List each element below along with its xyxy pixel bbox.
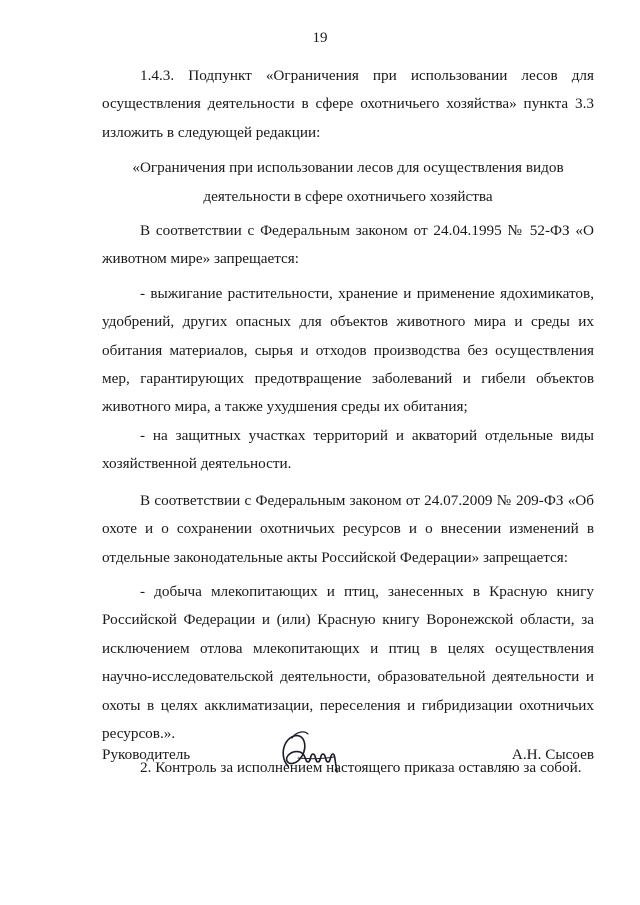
paragraph-animal-world-law: В соответствии с Федеральным законом от 24.04.1995 № 52-ФЗ «О животном мире» запрещается: bbox=[102, 222, 594, 268]
heading-line-1: «Ограничения при использовании лесов для осуществления видов bbox=[132, 159, 564, 177]
paragraph-hunting-law: В соответствии с Федеральным законом от 24.07.2009 № 209-ФЗ «Об охоте и о сохранении охотничьих ресурсов и о внесении изменений в отдельные законодательные акты Российской Федерации» запрещается: bbox=[102, 491, 594, 566]
signer-title: Руководитель bbox=[102, 746, 191, 763]
handwritten-signature bbox=[278, 728, 342, 774]
document-body bbox=[102, 62, 594, 783]
list-item-pesticides: - выжигание растительности, хранение и применение ядохимикатов, удобрений, других опасных для объектов животного мира и среды их обитания материалов, сырья и отходов производства без осуществления мер, гарантирующих предотвращение заболеваний и гибели объектов животного мира, а также ухудшения среды их обитания; bbox=[102, 284, 594, 416]
list-item-protective-areas: - на защитных участках территорий и акваторий отдельные виды хозяйственной деятельности. bbox=[102, 426, 594, 473]
paragraph-control: 2. Контроль за исполнением настоящего приказа оставляю за собой. bbox=[140, 759, 582, 777]
section-heading bbox=[102, 154, 594, 211]
heading-line-2: деятельности в сфере охотничьего хозяйства bbox=[203, 187, 493, 205]
signer-name: А.Н. Сысоев bbox=[511, 746, 594, 763]
section-intro: 1.4.3. Подпункт «Ограничения при использовании лесов для осуществления деятельности в сфере охотничьего хозяйства» пункта 3.3 изложить в следующей редакции: bbox=[102, 67, 594, 141]
list-item-red-book: - добыча млекопитающих и птиц, занесенных в Красную книгу Российской Федерации и (или) Красную книгу Воронежской области, за исключением отлова млекопитающих и птиц в целях осуществления научно-исследовательской деятельности, образовательной деятельности и охоты в целях акклиматизации, переселения и гибридизации охотничьих ресурсов.». bbox=[102, 582, 594, 742]
signature-block bbox=[102, 738, 594, 788]
page-number: 19 bbox=[312, 30, 328, 46]
